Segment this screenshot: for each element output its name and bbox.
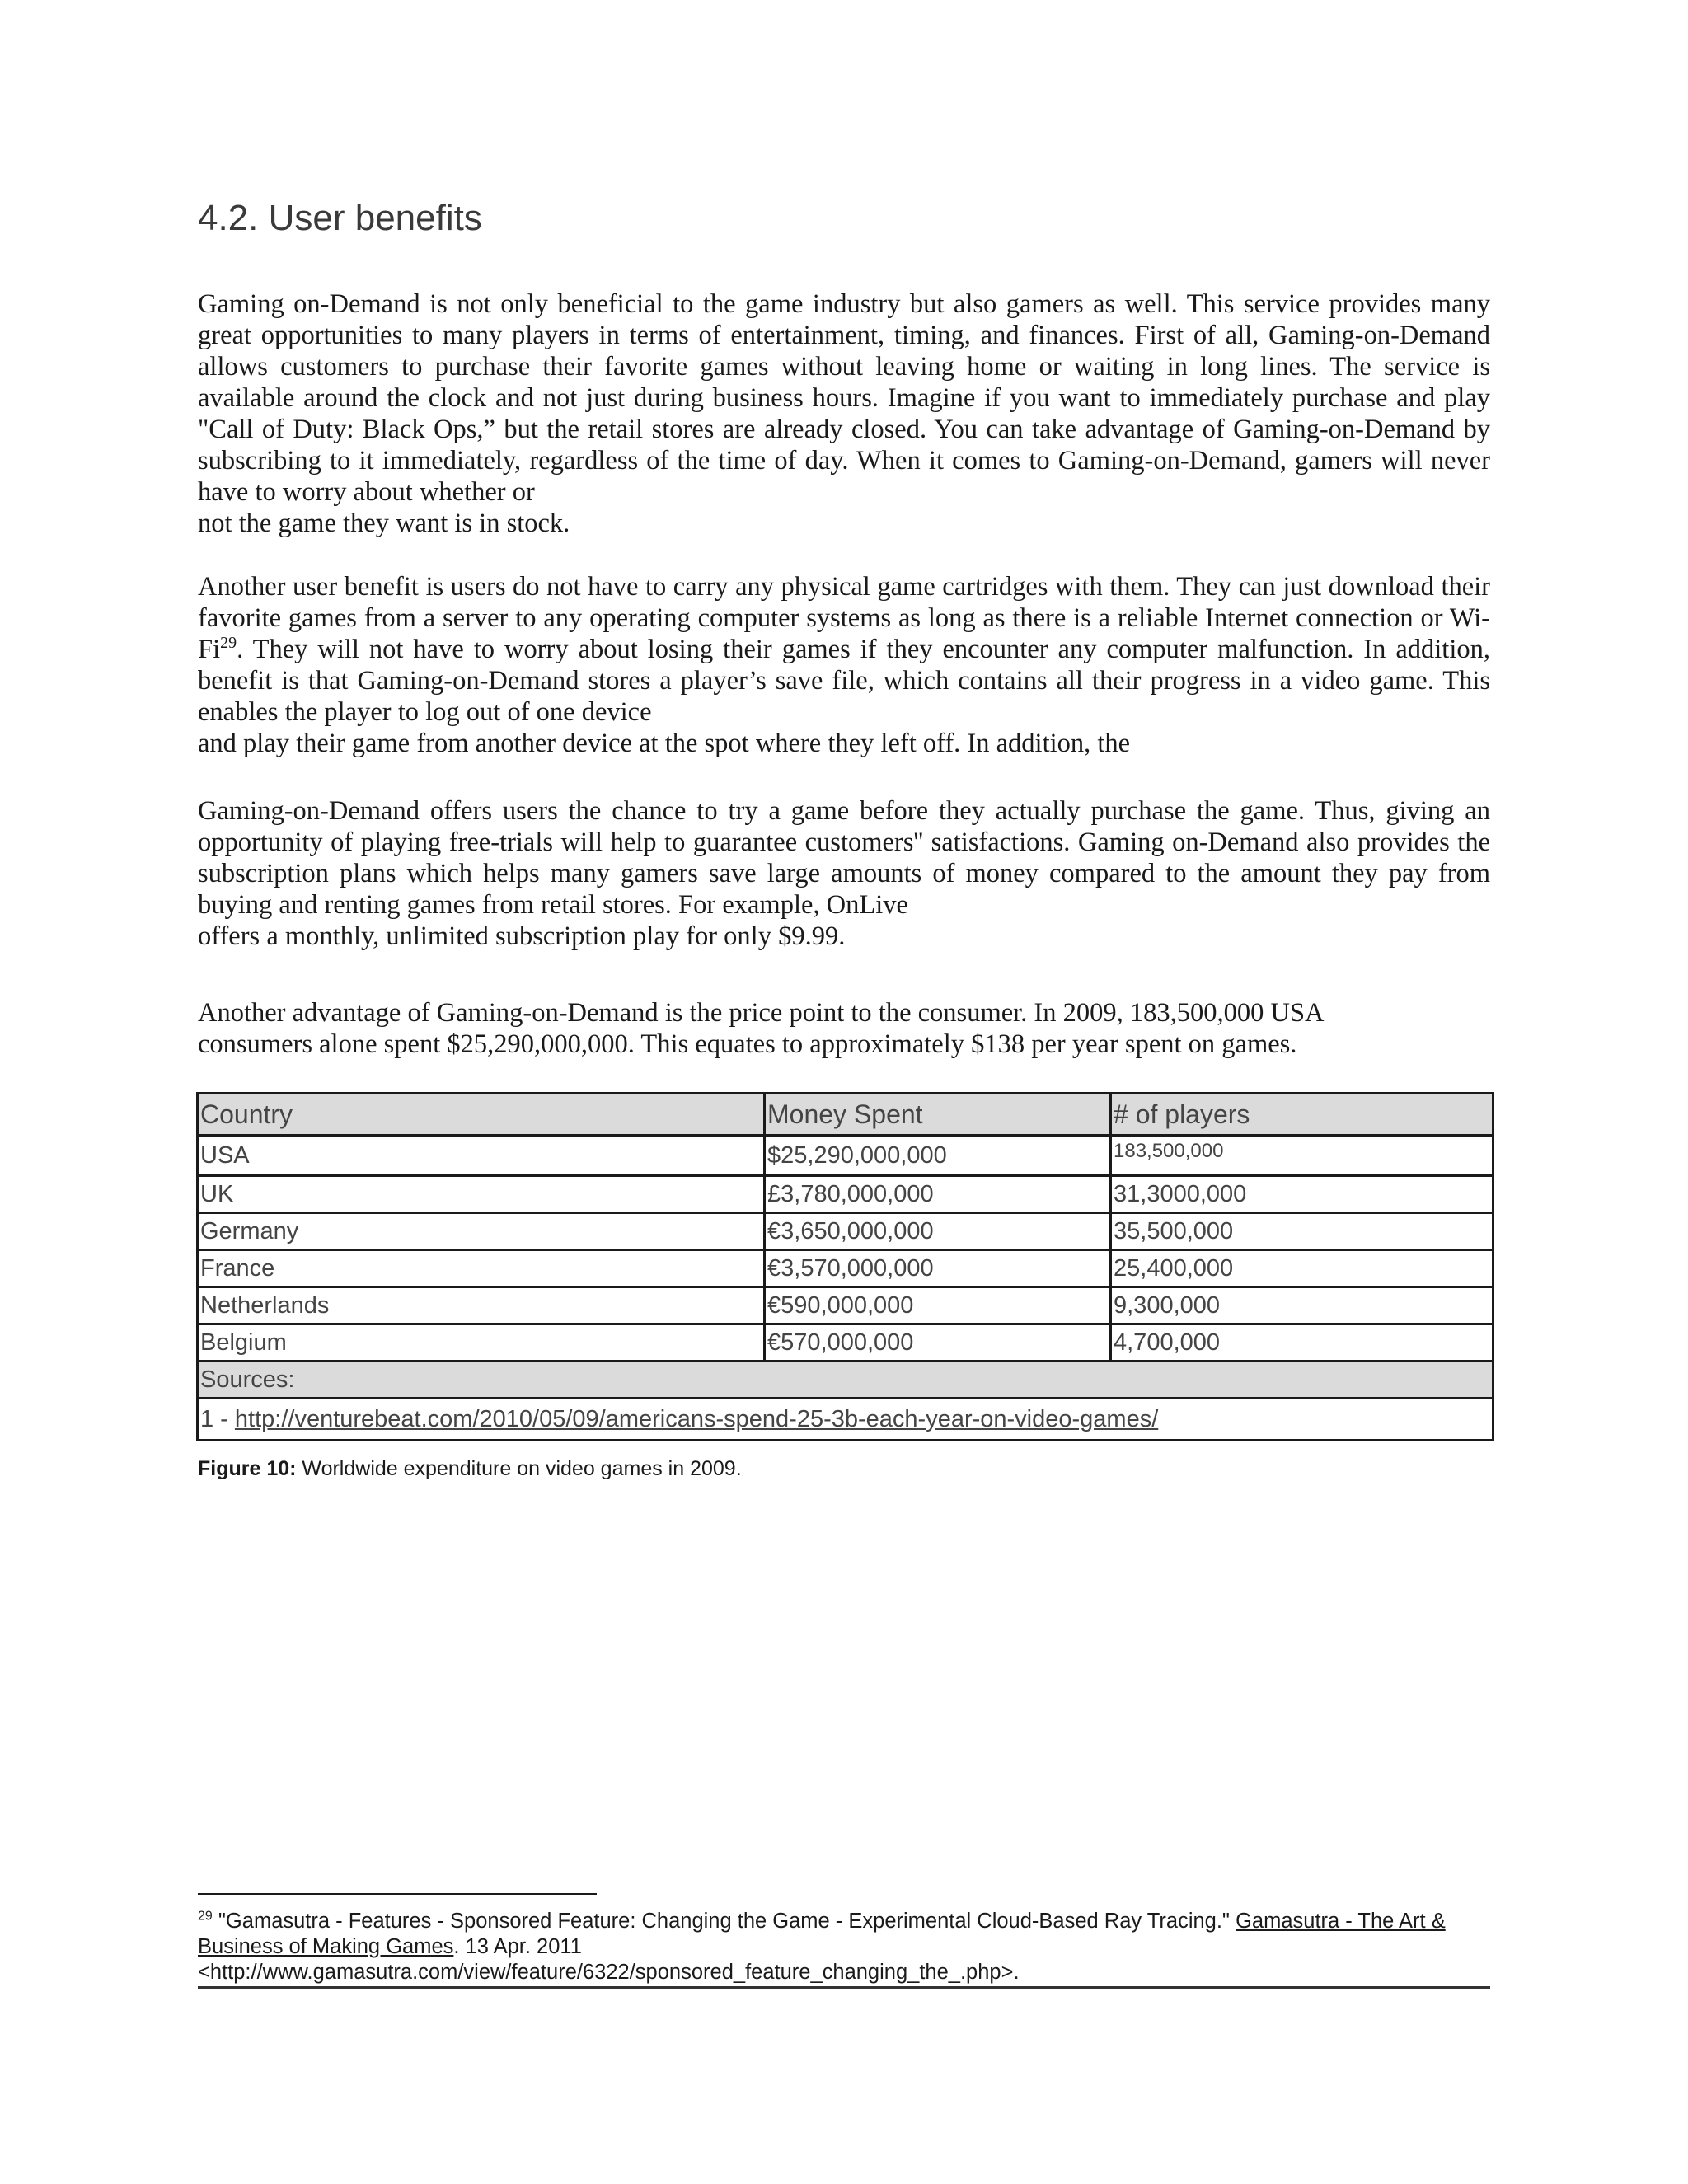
cell-players: 31,3000,000 (1111, 1176, 1493, 1213)
paragraph-text: Another user benefit is users do not have to carry any physical game cartridges with them. They can just download their favorite games from a server to any operating computer systems as long as there is a reliable Internet connection or Wi-Fi (198, 572, 1490, 664)
figure-label: Figure 10: (198, 1457, 297, 1480)
table-source-link-row (198, 1399, 1493, 1441)
cell-money-spent: £3,780,000,000 (765, 1176, 1111, 1213)
cell-players: 4,700,000 (1111, 1324, 1493, 1361)
expenditure-table (196, 1092, 1494, 1441)
footnote-date: . 13 Apr. 2011 (453, 1935, 582, 1958)
section-title: 4.2. User benefits (198, 198, 482, 238)
cell-country: Netherlands (198, 1287, 765, 1324)
table-sources-row (198, 1361, 1493, 1399)
table-header-row (198, 1094, 1493, 1136)
source-link[interactable]: http://venturebeat.com/2010/05/09/americans-spend-25-3b-each-year-on-video-games/ (234, 1405, 1159, 1432)
footnote-source-title: Gamasutra - The Art & Business of Making Games (198, 1910, 1446, 1958)
footnote-divider (198, 1893, 597, 1895)
paragraph-last-line: consumers alone spent $25,290,000,000. This equates to approximately $138 per year spent on games. (198, 1029, 1297, 1059)
footnote-url[interactable]: <http://www.gamasutra.com/view/feature/6322/sponsored_feature_changing_the_.php>. (198, 1961, 1020, 1984)
paragraph-free-trials (198, 795, 1490, 952)
source-cell (198, 1399, 1493, 1441)
paragraph-text: Gaming on-Demand is not only beneficial to the game industry but also gamers as well. This service provides many great opportunities to many players in terms of entertainment, timing, and finances. First of all, Gaming-on-Demand allows customers to purchase their favorite games without leaving home or waiting in long lines. The service is available around the clock and not just during business hours. Imagine if you want to immediately purchase and play "Call of Duty: Black Ops,” but the retail stores are already closed. You can take advantage of Gaming-on-Demand by subscribing to it immediately, regardless of the time of day. When it comes to Gaming-on-Demand, gamers will never have to worry about whether or (198, 289, 1490, 507)
footnote-29 (198, 1909, 1490, 1989)
cell-country: Belgium (198, 1324, 765, 1361)
column-header-country: Country (198, 1094, 765, 1136)
table-row (198, 1324, 1493, 1361)
column-header-money-spent: Money Spent (765, 1094, 1111, 1136)
paragraph-last-line: offers a monthly, unlimited subscription play for only $9.99. (198, 921, 846, 951)
paragraph-text-continued: . They will not have to worry about losing their games if they encounter any computer malfunction. In addition, benefit is that Gaming-on-Demand stores a player’s save file, which contains all their progress in a video game. This enables the player to log out of one device (198, 635, 1490, 727)
sources-label: Sources: (198, 1361, 1493, 1399)
source-prefix: 1 - (200, 1405, 235, 1432)
paragraph-no-cartridges (198, 571, 1490, 759)
cell-players: 9,300,000 (1111, 1287, 1493, 1324)
cell-money-spent: $25,290,000,000 (765, 1136, 1111, 1176)
cell-players: 35,500,000 (1111, 1213, 1493, 1250)
footnote-text: "Gamasutra - Features - Sponsored Feature: Changing the Game - Experimental Cloud-Based Ray Tracing." (212, 1910, 1236, 1933)
cell-players: 183,500,000 (1111, 1136, 1493, 1176)
cell-money-spent: €3,650,000,000 (765, 1213, 1111, 1250)
paragraph-price-point (198, 997, 1490, 1060)
table-row (198, 1136, 1493, 1176)
cell-money-spent: €570,000,000 (765, 1324, 1111, 1361)
cell-country: UK (198, 1176, 765, 1213)
paragraph-last-line: not the game they want is in stock. (198, 509, 570, 538)
table-row (198, 1287, 1493, 1324)
figure-caption-text: Worldwide expenditure on video games in 2009. (296, 1457, 742, 1480)
table-row (198, 1250, 1493, 1287)
cell-players: 25,400,000 (1111, 1250, 1493, 1287)
table-row (198, 1176, 1493, 1213)
paragraph-last-line: and play their game from another device at the spot where they left off. In addition, the (198, 729, 1131, 758)
paragraph-on-demand-benefits (198, 288, 1490, 539)
cell-money-spent: €3,570,000,000 (765, 1250, 1111, 1287)
table-row (198, 1213, 1493, 1250)
cell-money-spent: €590,000,000 (765, 1287, 1111, 1324)
paragraph-text: Another advantage of Gaming-on-Demand is the price point to the consumer. In 2009, 183,500,000 USA (198, 998, 1325, 1028)
footnote-ref-29[interactable]: 29 (220, 634, 237, 653)
column-header-players: # of players (1111, 1094, 1493, 1136)
cell-country: France (198, 1250, 765, 1287)
cell-country: Germany (198, 1213, 765, 1250)
footnote-number: 29 (198, 1909, 213, 1924)
cell-country: USA (198, 1136, 765, 1176)
paragraph-text: Gaming-on-Demand offers users the chance to try a game before they actually purchase the game. Thus, giving an opportunity of playing free-trials will help to guarantee customers'' satisfactions. Gaming on-Demand also provides the subscription plans which helps many gamers save large amounts of money compared to the amount they pay from buying and renting games from retail stores. For example, OnLive (198, 796, 1490, 920)
figure-caption (198, 1457, 742, 1481)
